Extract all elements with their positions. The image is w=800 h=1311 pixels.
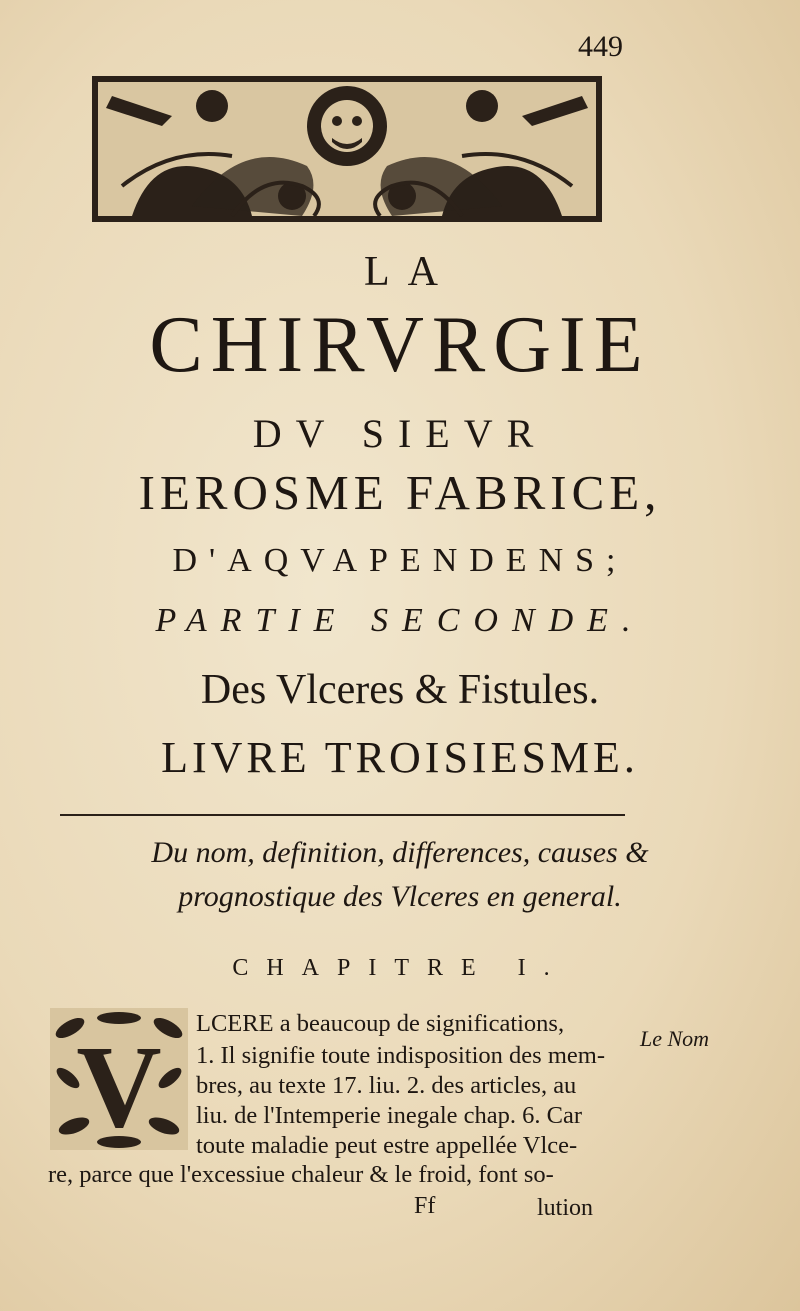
body-line-4: liu. de l'Intemperie inegale chap. 6. Car — [196, 1102, 583, 1129]
margin-note: Le Nom — [640, 1026, 710, 1051]
title-line-chirvrgie: CHIRVRGIE — [149, 301, 651, 389]
body-line-3: bres, au texte 17. liu. 2. des articles, au — [196, 1072, 577, 1099]
chapter-number: CHAPITRE I. — [232, 955, 568, 981]
chapter-heading-line-1: Du nom, definition, differences, causes & — [151, 836, 649, 869]
body-line-2: 1. Il signifie toute indisposition des mem- — [196, 1042, 605, 1069]
title-line-origin: D'AQVAPENDENS; — [172, 542, 628, 579]
title-line-du-sieur: DV SIEVR — [252, 411, 548, 456]
divider-rule — [60, 814, 625, 816]
title-line-author: IEROSME FABRICE, — [138, 465, 662, 520]
body-line-6: re, parce que l'excessiue chaleur & le froid, font so- — [48, 1161, 554, 1188]
body-line-1: LCERE a beaucoup de significations, — [196, 1010, 565, 1037]
title-line-book: LIVRE TROISIESME. — [161, 733, 639, 782]
title-line-subject: Des Vlceres & Fistules. — [200, 667, 600, 713]
chapter-heading-line-2: prognostique des Vlceres en general. — [178, 880, 622, 913]
drop-cap-letter: V — [76, 1021, 162, 1150]
title-line-part: PARTIE SECONDE. — [155, 602, 645, 639]
woodcut-headpiece — [92, 76, 602, 222]
title-line-la: LA — [364, 249, 456, 295]
catchword: lution — [537, 1195, 594, 1221]
signature-mark: Ff — [414, 1193, 436, 1219]
ornamental-initial-v — [50, 1008, 188, 1150]
body-line-5: toute maladie peut estre appellée Vlce- — [196, 1132, 578, 1159]
page-number: 449 — [578, 30, 623, 63]
